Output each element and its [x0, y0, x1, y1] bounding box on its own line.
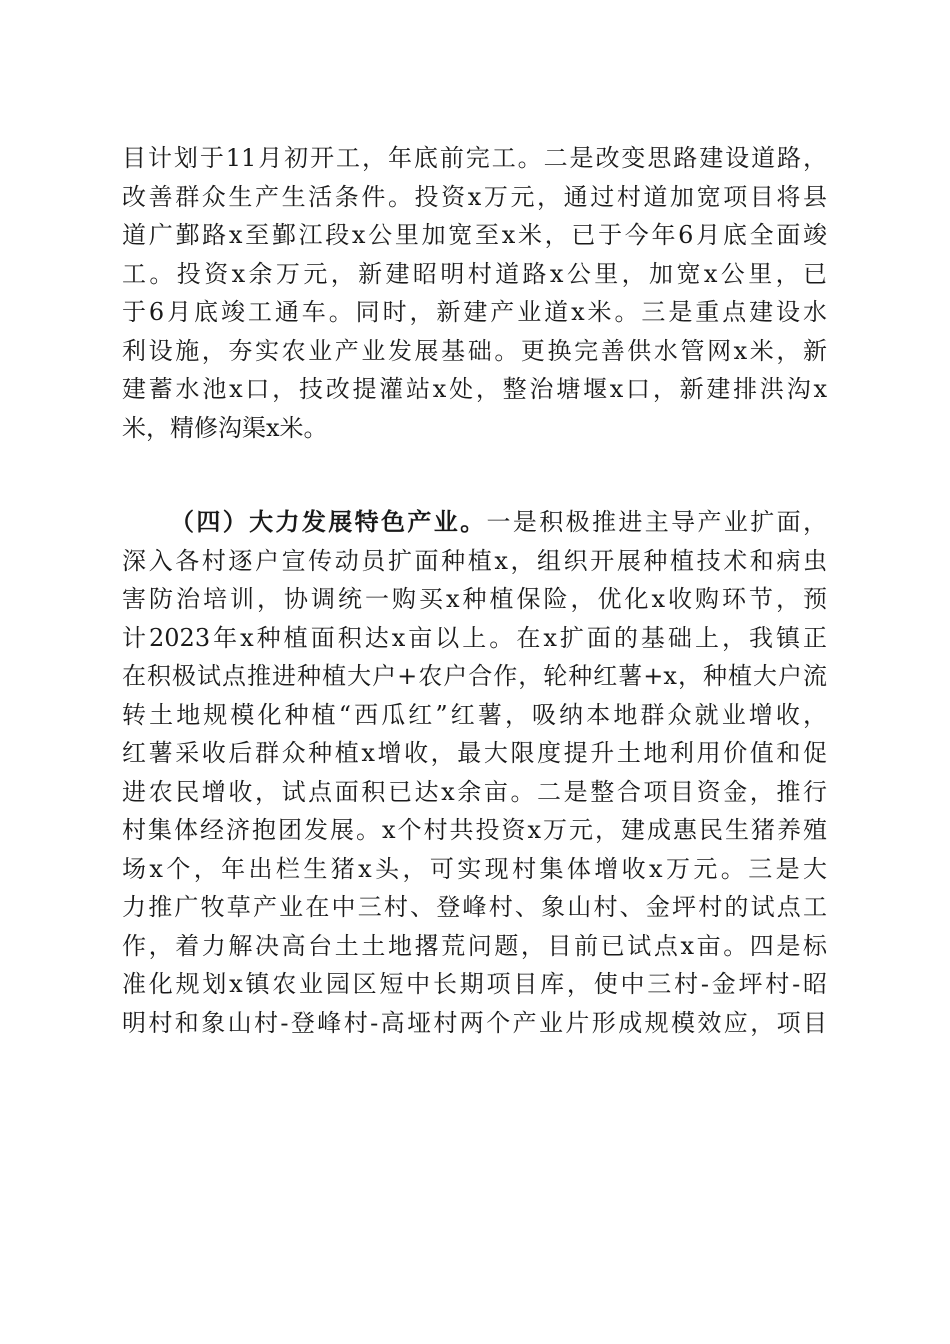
- text-line: 力推广牧草产业在中三村、登峰村、象山村、金坪村的试点工: [122, 893, 827, 921]
- text-line: 改善群众生产生活条件。投资x万元，通过村道加宽项目将县: [122, 182, 827, 211]
- section-heading: （四）大力发展特色产业。: [170, 507, 487, 536]
- text-line: 村集体经济抱团发展。x个村共投资x万元，建成惠民生猪养殖: [122, 816, 827, 844]
- text-line: 目计划于11月初开工，年底前完工。二是改变思路建设道路，: [122, 144, 827, 172]
- text-line: 在积极试点推进种植大户+农户合作，轮种红薯+x，种植大户流: [122, 662, 827, 690]
- text-line: 准化规划x镇农业园区短中长期项目库，使中三村-金坪村-昭: [122, 970, 827, 998]
- text-line: 作，着力解决高台土土地撂荒问题，目前已试点x亩。四是标: [122, 931, 827, 960]
- text-line: 进农民增收，试点面积已达x余亩。二是整合项目资金，推行: [122, 777, 827, 806]
- text-line: 于6月底竣工通车。同时，新建产业道x米。三是重点建设水: [122, 298, 827, 326]
- text-line: 场x个，年出栏生猪x头，可实现村集体增收x万元。三是大: [122, 854, 827, 883]
- paragraph-industry: [122, 503, 827, 1042]
- paragraph-infrastructure: [122, 139, 827, 447]
- paragraph-first-line: [122, 503, 827, 542]
- text-segment: 一是积极推进主导产业扩面，: [486, 508, 827, 536]
- text-line: 工。投资x余万元，新建昭明村道路x公里，加宽x公里，已: [122, 259, 827, 288]
- text-line: 利设施，夯实农业产业发展基础。更换完善供水管网x米，新: [122, 336, 827, 365]
- text-line: 米，精修沟渠x米。: [122, 413, 328, 442]
- text-line: 深入各村逐户宣传动员扩面种植x，组织开展种植技术和病虫: [122, 546, 827, 575]
- text-line: 道广鄞路x至鄞江段x公里加宽至x米，已于今年6月底全面竣: [122, 221, 827, 249]
- text-line: 计2023年x种植面积达x亩以上。在x扩面的基础上，我镇正: [122, 623, 827, 652]
- text-line: 明村和象山村-登峰村-高垭村两个产业片形成规模效应，项目: [122, 1008, 827, 1037]
- text-line: 转土地规模化种植“西瓜红”红薯，吸纳本地群众就业增收，: [122, 700, 827, 729]
- text-line: 害防治培训，协调统一购买x种植保险，优化x收购环节，预: [122, 585, 827, 613]
- text-line: 建蓄水池x口，技改提灌站x处，整治塘堰x口，新建排洪沟x: [122, 375, 827, 403]
- text-line: 红薯采收后群众种植x增收，最大限度提升土地利用价值和促: [122, 739, 827, 767]
